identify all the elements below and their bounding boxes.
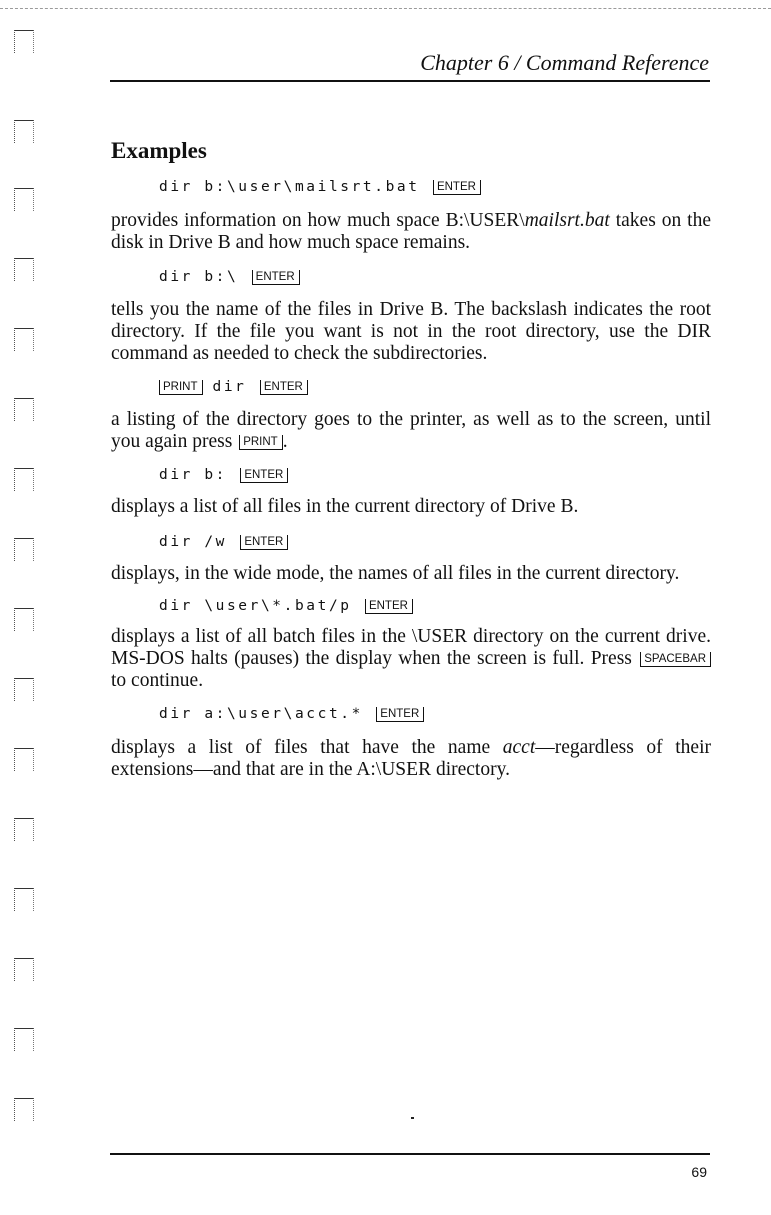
description-text: displays, in the wide mode, the names of all files in the current directory. (111, 563, 680, 584)
scan-speck (411, 1117, 414, 1119)
command-line (159, 595, 711, 617)
binder-mark (14, 30, 34, 53)
binder-mark (14, 398, 34, 421)
command-line (159, 176, 711, 198)
command-text: dir /w (159, 534, 227, 550)
description-text: displays a list of all batch files in the \USER directory on the current drive. MS-DOS halts (pauses) the display when the screen is full. Press (111, 626, 711, 669)
binder-mark (14, 328, 34, 351)
example-description (111, 563, 711, 585)
keycap-enter: ENTER (240, 535, 288, 550)
command-text: dir b: (159, 467, 227, 483)
description-text: displays a list of all files in the current directory of Drive B. (111, 496, 579, 517)
command-text: dir \user\*.bat/p (159, 598, 352, 614)
keycap-enter: ENTER (376, 707, 424, 722)
command-text: dir a:\user\acct.* (159, 706, 363, 722)
header-rule (110, 80, 710, 82)
binder-mark (14, 748, 34, 771)
italic-term: acct (502, 737, 536, 758)
binder-mark (14, 888, 34, 911)
description-text: a listing of the directory goes to the printer, as well as to the screen, until you again press (111, 409, 711, 452)
description-text: tells you the name of the files in Drive B. The backslash indicates the root directory. If the file you want is not in the root directory, use the DIR command as needed to check the subdirectories. (111, 299, 711, 364)
keycap-print: PRINT (159, 380, 203, 395)
scan-top-edge (0, 8, 771, 9)
keycap-enter: ENTER (260, 380, 308, 395)
keycap-enter: ENTER (252, 270, 300, 285)
example-description (111, 210, 711, 254)
command-line (159, 266, 711, 288)
binder-mark (14, 818, 34, 841)
binder-mark (14, 468, 34, 491)
binder-mark (14, 1028, 34, 1051)
description-text: takes on the disk in Drive B and how much space remains. (111, 210, 711, 253)
page-number: 69 (691, 1164, 707, 1180)
binder-mark (14, 120, 34, 143)
binder-hole-marks (8, 30, 42, 1210)
keycap-print: PRINT (239, 435, 283, 450)
chapter-header: Chapter 6 / Command Reference (420, 50, 709, 75)
examples-list (111, 176, 711, 781)
example-description (111, 737, 711, 781)
command-line (159, 531, 711, 553)
binder-mark (14, 538, 34, 561)
command-line (159, 376, 711, 398)
binder-mark (14, 1098, 34, 1121)
section-heading: Examples (111, 138, 207, 163)
keycap-spacebar: SPACEBAR (640, 652, 711, 667)
command-text: dir b:\user\mailsrt.bat (159, 179, 420, 195)
description-text: —regardless of their extensions—and that are in the A:\USER directory. (111, 737, 711, 780)
keycap-enter: ENTER (240, 468, 288, 483)
binder-mark (14, 258, 34, 281)
command-text: dir (212, 379, 247, 395)
keycap-enter: ENTER (365, 599, 413, 614)
command-line (159, 464, 711, 486)
example-description (111, 299, 711, 365)
footer-rule (110, 1153, 710, 1155)
command-line (159, 703, 711, 725)
description-text: provides information on how much space B:\USER\ (111, 210, 525, 231)
example-description (111, 626, 711, 692)
binder-mark (14, 958, 34, 981)
command-text: dir b:\ (159, 269, 239, 285)
example-description (111, 496, 711, 518)
description-text: displays a list of files that have the name (111, 737, 503, 758)
description-text: . (282, 431, 288, 452)
binder-mark (14, 188, 34, 211)
binder-mark (14, 678, 34, 701)
italic-term: mailsrt.bat (524, 210, 610, 231)
keycap-enter: ENTER (433, 180, 481, 195)
example-description (111, 409, 711, 453)
binder-mark (14, 608, 34, 631)
description-text: to continue. (111, 670, 204, 691)
